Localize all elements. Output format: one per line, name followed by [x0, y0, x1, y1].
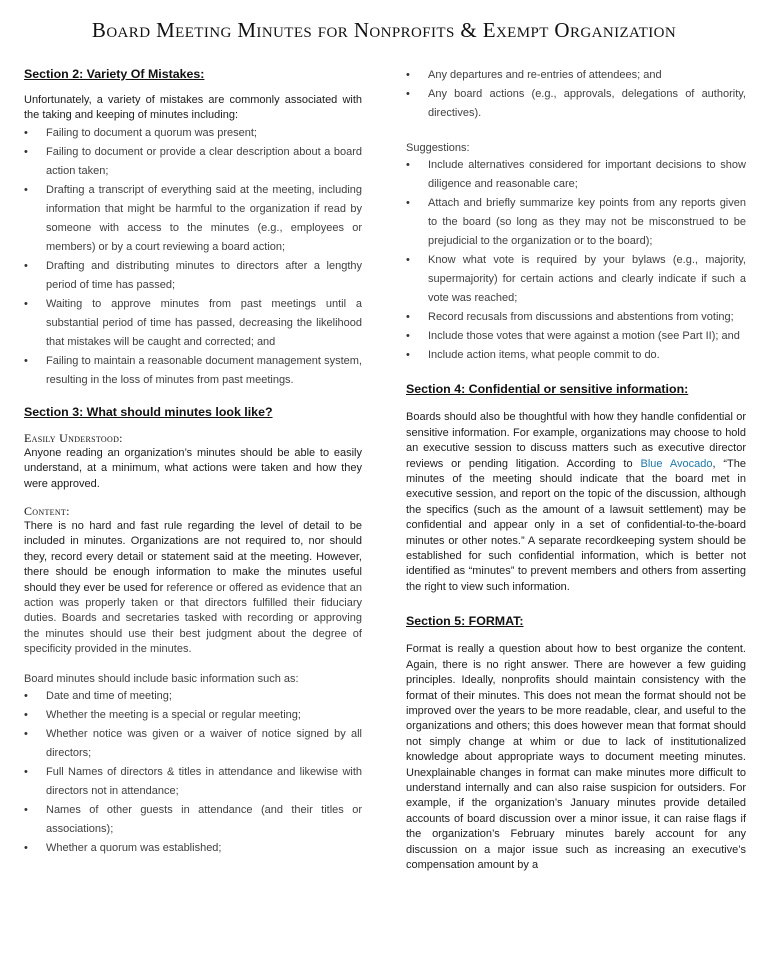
section-4-text-part-2: , “The minutes of the meeting should indicate that the board met in executive session, and report on the topic of the discussion, although the specifics (such as the amount of a lawsuit settlement) may be confidential and appear only in a set of confidential-to-the-board minutes or other notes.” A separate recordkeeping system should be established for such confidential information, which is better not identified as “minutes” to prevent members and others from asserting the right to view such information.	[406, 457, 747, 593]
list-item: • Include action items, what people commit to do.	[406, 346, 746, 365]
basic-info-list	[24, 687, 362, 858]
section-4-text	[406, 410, 746, 595]
page-title: Board Meeting Minutes for Nonprofits & Exempt Organization	[91, 18, 677, 42]
list-item: • Attach and briefly summarize key points from any reports given to the board (so long as they may not be misconstrued to be prejudicial to the organization or to the board);	[406, 194, 746, 251]
list-item: • Any board actions (e.g., approvals, delegations of authority, directives).	[406, 85, 746, 123]
section-2-heading: Section 2: Variety Of Mistakes:	[24, 67, 205, 81]
list-item: • Whether the meeting is a special or regular meeting;	[24, 706, 362, 725]
list-item: • Failing to document or provide a clear description about a board action taken;	[24, 143, 362, 181]
list-item: • Include alternatives considered for important decisions to show diligence and reasonable care;	[406, 156, 746, 194]
content-text-part-2: reference or offered as evidence that an action was properly taken or that directors fulfilled their fiduciary duties. Boards and secretaries tasked with recording or approving the minutes should use their best judgment about the degree of specificity provided in the minutes.	[24, 581, 362, 656]
list-item: • Failing to document a quorum was present;	[24, 124, 362, 143]
easily-understood-heading: Easily Understood:	[24, 430, 123, 445]
list-item: • Include those votes that were against a motion (see Part II); and	[406, 327, 746, 346]
section-3-heading: Section 3: What should minutes look like?	[24, 404, 273, 419]
suggestions-list	[406, 156, 746, 365]
list-item: • Record recusals from discussions and abstentions from voting;	[406, 308, 746, 327]
basic-info-list-continued	[406, 66, 746, 123]
section-5-text: Format is really a question about how to best organize the content. Again, there is no right answer. There are however a few guiding principles. Ideally, nonprofits should maintain consistency with the format of their minutes. This does not mean the format should not be improved over the years to be more readable, clear, and useful to the organizations and others; this does however mean that format should not simply change at whim or due to lack of institutionalized knowledge about appropriate ways to document meeting minutes. Unexplainable changes in format can make minutes more difficult to understand internally and can also raise suspicion for outsiders. For example, if the organization’s January minutes provide detailed accounts of board discussion over a minor issue, it can raise flags if the organization’s February minutes barely account for any discussion on a major issue such as increasing an executive’s compensation amount by a	[406, 643, 746, 871]
list-item: • Waiting to approve minutes from past meetings until a substantial period of time has passed, decreasing the likelihood that mistakes will be caught and corrected; and	[24, 295, 362, 352]
section-4-text-part-1: Boards should also be thoughtful with how they handle confidential or sensitive information. For example, organizations may choose to hold an executive session to discuss matters such as executive director reviews or pending litigation. According to	[406, 411, 746, 470]
blue-avocado-link[interactable]: Blue Avocado	[640, 457, 713, 470]
list-item: • Drafting and distributing minutes to directors after a lengthy period of time has passed;	[24, 257, 362, 295]
content-heading: Content:	[24, 504, 70, 519]
list-item: • Whether notice was given or a waiver of notice signed by all directors;	[24, 725, 362, 763]
basic-info-intro: Board minutes should include basic information such as:	[24, 672, 299, 685]
left-column	[24, 66, 362, 858]
section-5-heading: Section 5: FORMAT:	[406, 614, 524, 629]
mistakes-list	[24, 124, 362, 390]
content-text	[24, 519, 362, 658]
list-item: • Drafting a transcript of everything said at the meeting, including information that might be harmful to the organization if read by someone with access to the minutes (e.g., employees or members) or by a court reviewing a board action;	[24, 181, 362, 257]
list-item: • Names of other guests in attendance (and their titles or associations);	[24, 801, 362, 839]
suggestions-label: Suggestions:	[406, 142, 470, 154]
right-column	[406, 66, 746, 873]
content-text-part-1: There is no hard and fast rule regarding the level of detail to be included in minutes. Organizations are not required to, nor should they, record every detail or statement said at the meeting. However, there should be enough information to make the minutes useful should they ever be used for	[24, 520, 362, 594]
list-item: • Know what vote is required by your bylaws (e.g., majority, supermajority) for certain actions and clearly indicate if such a vote was reached;	[406, 251, 746, 308]
section-4-heading: Section 4: Confidential or sensitive information:	[406, 382, 689, 397]
list-item: • Any departures and re-entries of attendees; and	[406, 66, 746, 85]
list-item: • Whether a quorum was established;	[24, 839, 362, 858]
easily-understood-text: Anyone reading an organization’s minutes should be able to easily understand, at a minimum, what actions were taken and how they were approved.	[24, 446, 362, 490]
list-item: • Failing to maintain a reasonable document management system, resulting in the loss of minutes from past meetings.	[24, 352, 362, 390]
list-item: • Date and time of meeting;	[24, 687, 362, 706]
section-2-intro: Unfortunately, a variety of mistakes are commonly associated with the taking and keeping of minutes including:	[24, 94, 362, 122]
list-item: • Full Names of directors & titles in attendance and likewise with directors not in attendance;	[24, 763, 362, 801]
